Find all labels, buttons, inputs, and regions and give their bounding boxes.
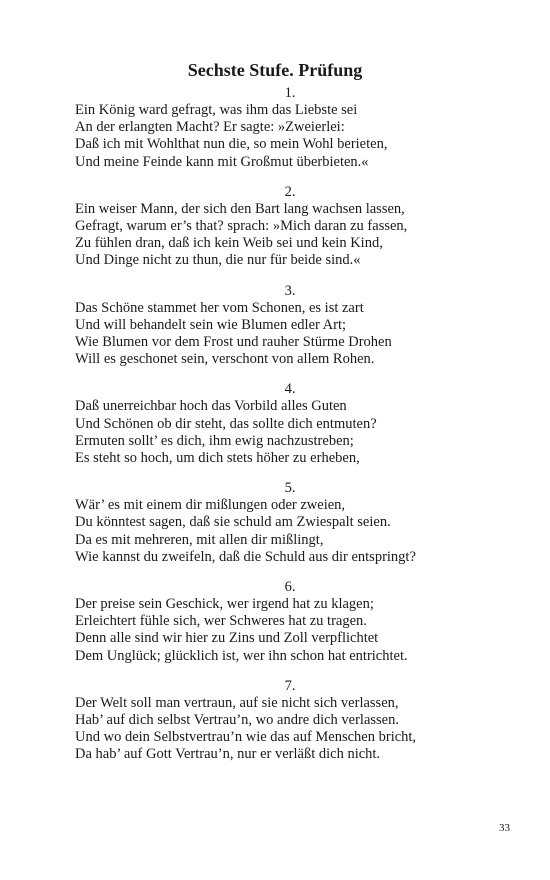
verse-line: Es steht so hoch, um dich stets höher zu erheben,	[75, 450, 360, 467]
stanza-number: 7.	[284, 677, 296, 694]
verse-line: Der preise sein Geschick, wer irgend hat zu klagen;	[75, 596, 374, 613]
page-title: Sechste Stufe. Prüfung	[187, 60, 363, 80]
verse-line: Wär’ es mit einem dir mißlungen oder zweien,	[75, 497, 346, 514]
stanza-number: 6.	[284, 579, 296, 596]
stanza-4	[75, 381, 495, 467]
verse-line: Da es mit mehreren, mit allen dir mißlingt,	[75, 531, 324, 548]
stanza-6	[75, 579, 495, 665]
verse-line: Und Schönen ob dir steht, das sollte dich entmuten?	[75, 415, 377, 432]
verse-line: Das Schöne stammet her vom Schonen, es ist zart	[75, 299, 364, 316]
verse-line: Und will behandelt sein wie Blumen edler Art;	[75, 316, 347, 333]
stanza-2	[75, 184, 495, 270]
page-number: 33	[499, 822, 510, 834]
stanza-5	[75, 480, 495, 566]
stanza-1	[75, 85, 495, 171]
verse-line: Denn alle sind wir hier zu Zins und Zoll verpflichtet	[75, 630, 379, 647]
poem-body	[75, 85, 495, 777]
verse-line: Daß ich mit Wohlthat nun die, so mein Wohl berieten,	[75, 136, 388, 153]
verse-line: Will es geschonet sein, verschont von allem Rohen.	[75, 351, 375, 368]
verse-line: Ein weiser Mann, der sich den Bart lang wachsen lassen,	[75, 200, 405, 217]
verse-line: Da hab’ auf Gott Vertrau’n, nur er verläßt dich nicht.	[75, 746, 381, 763]
stanza-number: 5.	[284, 480, 296, 497]
verse-line: Wie Blumen vor dem Frost und rauher Stürme Drohen	[75, 334, 392, 351]
verse-line: Ein König ward gefragt, was ihm das Liebste sei	[75, 102, 358, 118]
stanza-number: 3.	[284, 282, 296, 299]
verse-line: Ermuten sollt’ es dich, ihm ewig nachzustreben;	[75, 432, 354, 449]
stanza-number: 4.	[284, 381, 296, 398]
verse-line: An der erlangten Macht? Er sagte: »Zweierlei:	[75, 119, 345, 136]
verse-line: Dem Unglück; glücklich ist, wer ihn schon hat entrichtet.	[75, 647, 408, 664]
verse-line: Hab’ auf dich selbst Vertrau’n, wo andre dich verlassen.	[75, 712, 399, 729]
verse-line: Du könntest sagen, daß sie schuld am Zwiespalt seien.	[75, 514, 391, 531]
verse-line: Und wo dein Selbstvertrau’n wie das auf Menschen bricht,	[75, 729, 417, 746]
stanza-7	[75, 678, 495, 764]
stanza-number: 1.	[284, 85, 296, 101]
verse-line: Und meine Feinde kann mit Großmut überbieten.«	[75, 153, 369, 170]
verse-line: Gefragt, warum er’s that? sprach: »Mich daran zu fassen,	[75, 218, 408, 235]
verse-line: Erleichtert fühle sich, wer Schweres hat zu tragen.	[75, 613, 367, 630]
verse-line: Zu fühlen dran, daß ich kein Weib sei und kein Kind,	[75, 235, 383, 252]
verse-line: Und Dinge nicht zu thun, die nur für beide sind.«	[75, 252, 361, 269]
verse-line: Daß unerreichbar hoch das Vorbild alles Guten	[75, 398, 347, 415]
verse-line: Der Welt soll man vertraun, auf sie nicht sich verlassen,	[75, 694, 399, 711]
stanza-3	[75, 283, 495, 369]
stanza-number: 2.	[284, 183, 296, 200]
verse-line: Wie kannst du zweifeln, daß die Schuld aus dir entspringt?	[75, 548, 416, 565]
